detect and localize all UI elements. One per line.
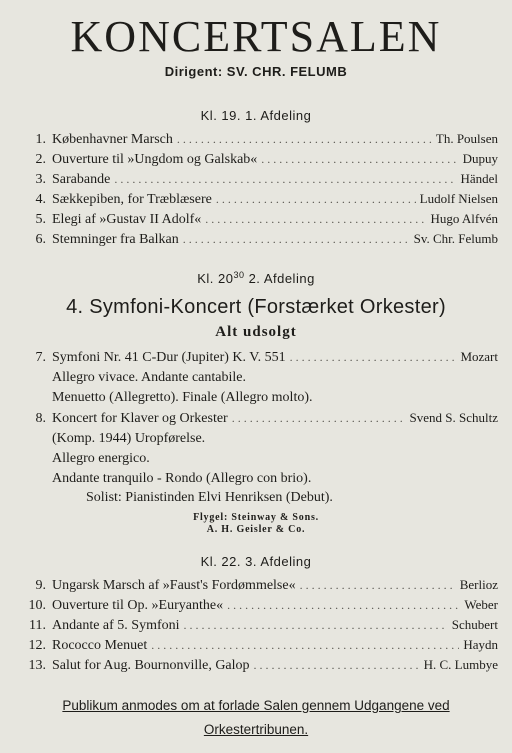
item-work: Andante af 5. Symfoni (52, 618, 180, 633)
page-title: KONCERTSALEN (70, 12, 442, 61)
item-number: 7. (35, 350, 46, 365)
piano-supplier: A. H. Geisler & Co. (206, 524, 306, 535)
section-1-heading (0, 108, 512, 123)
item-number: 4. (35, 192, 46, 207)
item-number: 10. (28, 598, 46, 613)
program-item (12, 210, 498, 228)
conductor-line: Dirigent: SV. CHR. FELUMB (164, 64, 348, 79)
program-item (12, 230, 498, 248)
item-work: Rococco Menuet (52, 638, 148, 653)
program-item (12, 130, 498, 148)
symphony-concert-heading: 4. Symfoni-Koncert (Forstærket Orkester) (66, 296, 446, 318)
movement-line: Allegro energico. (52, 451, 150, 466)
item-work: Københavner Marsch (52, 132, 173, 147)
exit-notice-line-2: Orkestertribunen. (203, 722, 309, 737)
dot-leader (300, 576, 456, 594)
item-work: Ouverture til Op. »Euryanthe« (52, 598, 224, 613)
program-item (12, 190, 498, 208)
item-work: Sarabande (52, 172, 111, 187)
soloist-line: Solist: Pianistinden Elvi Henriksen (Debut). (86, 490, 333, 505)
movement-line: Allegro vivace. Andante cantabile. (52, 370, 246, 385)
item-work: Elegi af »Gustav II Adolf« (52, 212, 202, 227)
item-number: 13. (28, 658, 46, 673)
program-item (12, 596, 498, 614)
section-1-label: 1. Afdeling (245, 108, 312, 123)
item-number: 6. (35, 232, 46, 247)
item-number: 3. (35, 172, 46, 187)
item-composer: H. C. Lumbye (423, 657, 498, 672)
item-number: 5. (35, 212, 46, 227)
item-number: 12. (28, 638, 46, 653)
section-1-time: Kl. 19. (200, 108, 241, 123)
dot-leader (183, 230, 410, 248)
piano-credit: Flygel: Steinway & Sons. (193, 512, 319, 523)
item-composer: Dupuy (462, 151, 498, 166)
program-item (12, 409, 498, 427)
program-item (12, 576, 498, 594)
movement-line: (Komp. 1944) Uropførelse. (52, 431, 206, 446)
program-item (12, 616, 498, 634)
item-work: Ungarsk Marsch af »Faust's Fordømmelse« (52, 578, 296, 593)
item-composer: Ludolf Nielsen (419, 191, 498, 206)
dot-leader (177, 130, 432, 148)
program-item (12, 636, 498, 654)
dot-leader (227, 596, 460, 614)
dot-leader (254, 656, 420, 674)
item-number: 8. (35, 411, 46, 426)
item-composer: Haydn (463, 637, 498, 652)
section-2-label: 2. Afdeling (248, 271, 315, 286)
item-work: Stemninger fra Balkan (52, 232, 179, 247)
section-3-heading (0, 554, 512, 569)
dot-leader (151, 636, 459, 654)
dot-leader (205, 210, 426, 228)
item-composer: Svend S. Schultz (409, 410, 498, 425)
item-composer: Th. Poulsen (435, 131, 498, 146)
item-composer: Mozart (460, 349, 498, 364)
item-number: 2. (35, 152, 46, 167)
section-2-time: Kl. $20^{30}$ (197, 270, 245, 286)
item-work: Symfoni Nr. 41 C-Dur (Jupiter) K. V. 551 (52, 350, 286, 365)
item-composer: Sv. Chr. Felumb (413, 231, 498, 246)
section-3-time: Kl. 22. (200, 554, 241, 569)
dot-leader (232, 409, 406, 427)
item-composer: Hugo Alfvén (430, 211, 498, 226)
item-composer: Berlioz (459, 577, 498, 592)
section-2-heading (0, 270, 512, 286)
item-work: Sækkepiben, for Træblæsere (52, 192, 212, 207)
movement-line: Andante tranquilo - Rondo (Allegro con brio). (52, 471, 312, 486)
exit-notice-line-1: Publikum anmodes om at forlade Salen gennem Udgangene ved (62, 698, 450, 713)
dot-leader (290, 348, 457, 366)
item-composer: Händel (460, 171, 498, 186)
item-number: 1. (35, 132, 46, 147)
item-number: 11. (29, 618, 46, 633)
item-number: 9. (35, 578, 46, 593)
dot-leader (216, 190, 416, 208)
item-composer: Schubert (451, 617, 498, 632)
dot-leader (114, 170, 456, 188)
item-composer: Weber (464, 597, 498, 612)
section-3-label: 3. Afdeling (245, 554, 312, 569)
program-item (12, 348, 498, 366)
sold-out-notice: Alt udsolgt (215, 324, 297, 340)
movement-line: Menuetto (Allegretto). Finale (Allegro molto). (52, 390, 313, 405)
program-item (12, 150, 498, 168)
item-work: Koncert for Klaver og Orkester (52, 411, 228, 426)
program-item (12, 656, 498, 674)
item-work: Ouverture til »Ungdom og Galskab« (52, 152, 258, 167)
dot-leader (184, 616, 448, 634)
program-item (12, 170, 498, 188)
item-work: Salut for Aug. Bournonville, Galop (52, 658, 250, 673)
dot-leader (261, 150, 458, 168)
